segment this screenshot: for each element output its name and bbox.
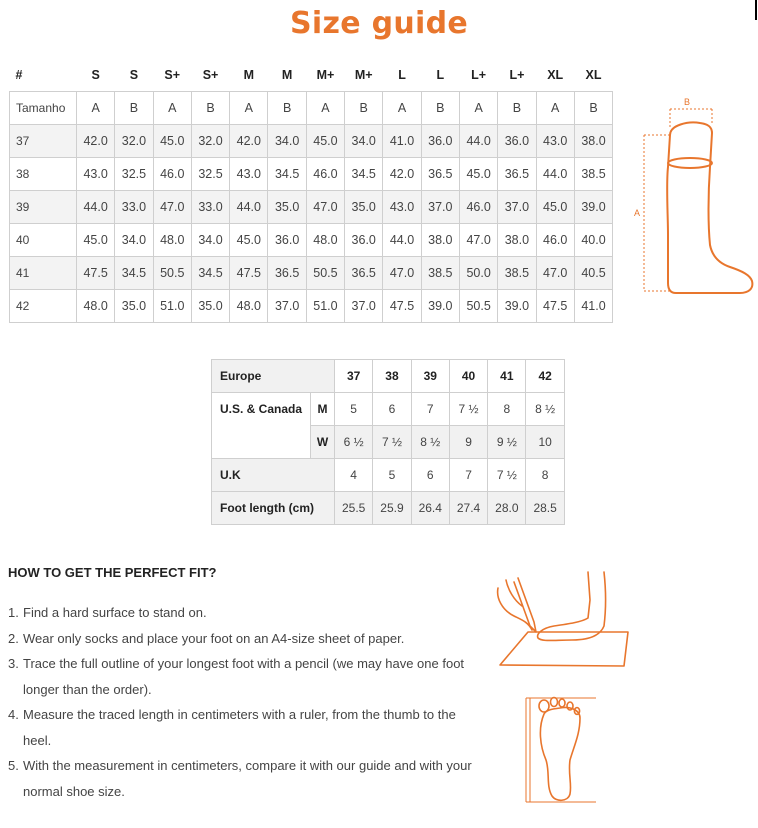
table-cell: 35.0 [345, 190, 383, 223]
table-cell: 38.5 [574, 157, 612, 190]
foot-length-cell: 25.9 [373, 492, 411, 525]
table-row [212, 360, 565, 393]
row-label: 40 [10, 223, 77, 256]
europe-cell: 42 [526, 360, 564, 393]
europe-cell: 38 [373, 360, 411, 393]
table-cell: 41.0 [574, 289, 612, 322]
us-m-label: M [311, 393, 335, 426]
table-cell: 37.0 [345, 289, 383, 322]
table-cell: 36.0 [498, 124, 536, 157]
table-cell: 42.0 [230, 124, 268, 157]
table-cell: B [421, 91, 459, 124]
foot-measure-icon [520, 694, 600, 804]
table-cell: 35.0 [115, 289, 153, 322]
table-cell: 50.5 [306, 256, 344, 289]
table-cell: 32.5 [191, 157, 229, 190]
table-cell: 45.0 [536, 190, 574, 223]
foot-length-label: Foot length (cm) [212, 492, 335, 525]
column-header: L+ [509, 68, 525, 83]
table-cell: 47.5 [230, 256, 268, 289]
step-text: Wear only socks and place your foot on an A4-size sheet of paper. [23, 630, 405, 646]
table-cell: 43.0 [383, 190, 421, 223]
column-header: XL [547, 68, 564, 83]
table-cell: 34.0 [115, 223, 153, 256]
table-cell: 46.0 [306, 157, 344, 190]
table-cell: 36.5 [421, 157, 459, 190]
table-cell: 40.0 [574, 223, 612, 256]
table-header-row [10, 60, 613, 91]
table-cell: 47.5 [77, 256, 115, 289]
column-header: M+ [316, 68, 335, 83]
europe-cell: 37 [335, 360, 373, 393]
table-cell: 47.0 [306, 190, 344, 223]
uk-cell: 8 [526, 459, 564, 492]
table-cell: 36.5 [345, 256, 383, 289]
table-cell: 43.0 [536, 124, 574, 157]
table-cell: 45.0 [153, 124, 191, 157]
step-text: Find a hard surface to stand on. [23, 605, 207, 620]
table-cell: 50.0 [459, 256, 497, 289]
step-text: Measure the traced length in centimeters with a ruler, from the thumb to the heel. [23, 707, 456, 748]
table-cell: 39.0 [421, 289, 459, 322]
table-cell: 36.0 [345, 223, 383, 256]
us-m-cell: 8 [488, 393, 526, 426]
us-w-cell: 8 ½ [411, 426, 449, 459]
table-cell: B [115, 91, 153, 124]
table-cell: 40.5 [574, 256, 612, 289]
us-w-cell: 6 ½ [335, 426, 373, 459]
table-cell: B [574, 91, 612, 124]
table-cell: 50.5 [459, 289, 497, 322]
step-number: 2. [8, 630, 19, 646]
list-item [8, 702, 478, 753]
table-cell: 48.0 [306, 223, 344, 256]
table-cell: 35.0 [191, 289, 229, 322]
column-header: L+ [471, 68, 487, 83]
boot-diagram-icon [630, 95, 758, 305]
list-item [8, 600, 478, 626]
us-m-cell: 8 ½ [526, 393, 564, 426]
table-cell: 34.5 [115, 256, 153, 289]
table-row [10, 223, 613, 256]
table-cell: 36.5 [498, 157, 536, 190]
boot-label-a: A [634, 208, 641, 218]
table-cell: 43.0 [230, 157, 268, 190]
us-w-cell: 10 [526, 426, 564, 459]
table-cell: 38.0 [498, 223, 536, 256]
table-cell: 39.0 [574, 190, 612, 223]
us-m-cell: 7 [411, 393, 449, 426]
table-cell: 47.0 [536, 256, 574, 289]
table-cell: 32.0 [115, 124, 153, 157]
table-cell: 36.0 [421, 124, 459, 157]
column-header: S+ [202, 68, 219, 83]
row-label: 38 [10, 157, 77, 190]
table-cell: 34.0 [191, 223, 229, 256]
column-header: M [243, 68, 255, 83]
table-cell: 33.0 [191, 190, 229, 223]
uk-cell: 4 [335, 459, 373, 492]
table-cell: 46.0 [153, 157, 191, 190]
table-cell: B [191, 91, 229, 124]
uk-cell: 7 ½ [488, 459, 526, 492]
table-cell: 42.0 [383, 157, 421, 190]
column-header: L [398, 68, 406, 83]
table-cell: 34.5 [191, 256, 229, 289]
europe-cell: 39 [411, 360, 449, 393]
column-header: M+ [354, 68, 373, 83]
row-label: 41 [10, 256, 77, 289]
row-label: 37 [10, 124, 77, 157]
column-header: S [91, 68, 100, 83]
page-title: Size guide [289, 6, 469, 41]
step-number: 4. [8, 707, 19, 722]
table-cell: 38.5 [421, 256, 459, 289]
table-cell: 47.0 [459, 223, 497, 256]
table-cell: 47.0 [153, 190, 191, 223]
table-cell: 32.0 [191, 124, 229, 157]
table-cell: 48.0 [77, 289, 115, 322]
column-header: S+ [164, 68, 181, 83]
foot-length-cell: 28.5 [526, 492, 564, 525]
table-row [212, 393, 565, 426]
table-cell: 45.0 [306, 124, 344, 157]
uk-cell: 6 [411, 459, 449, 492]
table-cell: 34.0 [268, 124, 306, 157]
table-cell: A [459, 91, 497, 124]
table-row [10, 124, 613, 157]
table-cell: 34.5 [345, 157, 383, 190]
table-cell: A [536, 91, 574, 124]
column-header: S [129, 68, 139, 83]
table-cell: 35.0 [268, 190, 306, 223]
fit-section-title: HOW TO GET THE PERFECT FIT? [8, 565, 217, 580]
table-cell: 33.0 [115, 190, 153, 223]
uk-label: U.K [212, 459, 335, 492]
table-cell: A [306, 91, 344, 124]
table-cell: 48.0 [153, 223, 191, 256]
europe-cell: 40 [449, 360, 487, 393]
foot-tracing-icon [492, 570, 632, 670]
fit-steps-list [8, 600, 478, 804]
conversion-table [211, 359, 565, 525]
us-canada-label: U.S. & Canada [212, 393, 311, 459]
table-cell: 37.0 [498, 190, 536, 223]
table-cell: A [77, 91, 115, 124]
table-cell: 51.0 [153, 289, 191, 322]
table-cell: 37.0 [268, 289, 306, 322]
table-row [10, 256, 613, 289]
table-cell: 32.5 [115, 157, 153, 190]
row-label: 39 [10, 190, 77, 223]
us-m-cell: 5 [335, 393, 373, 426]
table-cell: 37.0 [421, 190, 459, 223]
table-cell: 38.0 [574, 124, 612, 157]
table-cell: 43.0 [77, 157, 115, 190]
table-cell: 50.5 [153, 256, 191, 289]
table-cell: 38.5 [498, 256, 536, 289]
table-cell: 45.0 [459, 157, 497, 190]
europe-cell: 41 [488, 360, 526, 393]
table-cell: 47.5 [383, 289, 421, 322]
foot-length-cell: 25.5 [335, 492, 373, 525]
table-cell: 44.0 [77, 190, 115, 223]
step-text: Trace the full outline of your longest foot with a pencil (we may have one foot longer than the order). [23, 656, 465, 697]
list-item [8, 753, 478, 804]
boot-label-b: B [684, 97, 691, 107]
table-cell: A [383, 91, 421, 124]
us-w-cell: 9 [449, 426, 487, 459]
uk-cell: 7 [449, 459, 487, 492]
foot-length-cell: 28.0 [488, 492, 526, 525]
table-cell: B [498, 91, 536, 124]
row-label: Tamanho [10, 91, 77, 124]
table-cell: 47.5 [536, 289, 574, 322]
boot-size-table [9, 60, 613, 323]
table-cell: 45.0 [230, 223, 268, 256]
table-cell: 36.0 [268, 223, 306, 256]
list-item [8, 626, 478, 652]
table-cell: 42.0 [77, 124, 115, 157]
column-header: XL [585, 68, 602, 83]
uk-cell: 5 [373, 459, 411, 492]
us-m-cell: 6 [373, 393, 411, 426]
table-cell: 47.0 [383, 256, 421, 289]
table-cell: 48.0 [230, 289, 268, 322]
table-cell: A [153, 91, 191, 124]
us-m-cell: 7 ½ [449, 393, 487, 426]
table-cell: 46.0 [459, 190, 497, 223]
row-label: 42 [10, 289, 77, 322]
table-row [10, 190, 613, 223]
list-item [8, 651, 478, 702]
table-cell: 44.0 [230, 190, 268, 223]
table-cell: 45.0 [77, 223, 115, 256]
table-cell: 36.5 [268, 256, 306, 289]
foot-length-cell: 26.4 [411, 492, 449, 525]
step-number: 5. [8, 758, 19, 773]
table-cell: 34.0 [345, 124, 383, 157]
table-cell: 44.0 [383, 223, 421, 256]
step-number: 1. [8, 605, 19, 620]
us-w-cell: 7 ½ [373, 426, 411, 459]
table-row [10, 91, 613, 124]
table-cell: B [268, 91, 306, 124]
foot-length-cell: 27.4 [449, 492, 487, 525]
table-cell: 44.0 [536, 157, 574, 190]
table-cell: B [345, 91, 383, 124]
table-cell: 39.0 [498, 289, 536, 322]
table-cell: 51.0 [306, 289, 344, 322]
us-w-cell: 9 ½ [488, 426, 526, 459]
step-number: 3. [8, 656, 19, 671]
us-w-label: W [311, 426, 335, 459]
column-header: L [436, 68, 445, 83]
table-cell: A [230, 91, 268, 124]
table-cell: 34.5 [268, 157, 306, 190]
table-row [212, 492, 565, 525]
table-cell: 41.0 [383, 124, 421, 157]
europe-label: Europe [212, 360, 335, 393]
table-row [10, 289, 613, 322]
step-text: With the measurement in centimeters, compare it with our guide and with your normal shoe size. [23, 758, 472, 799]
table-row [10, 157, 613, 190]
table-row [212, 459, 565, 492]
table-cell: 44.0 [459, 124, 497, 157]
column-header: M [281, 68, 293, 83]
table-cell: 38.0 [421, 223, 459, 256]
column-header: # [15, 68, 23, 83]
table-cell: 46.0 [536, 223, 574, 256]
